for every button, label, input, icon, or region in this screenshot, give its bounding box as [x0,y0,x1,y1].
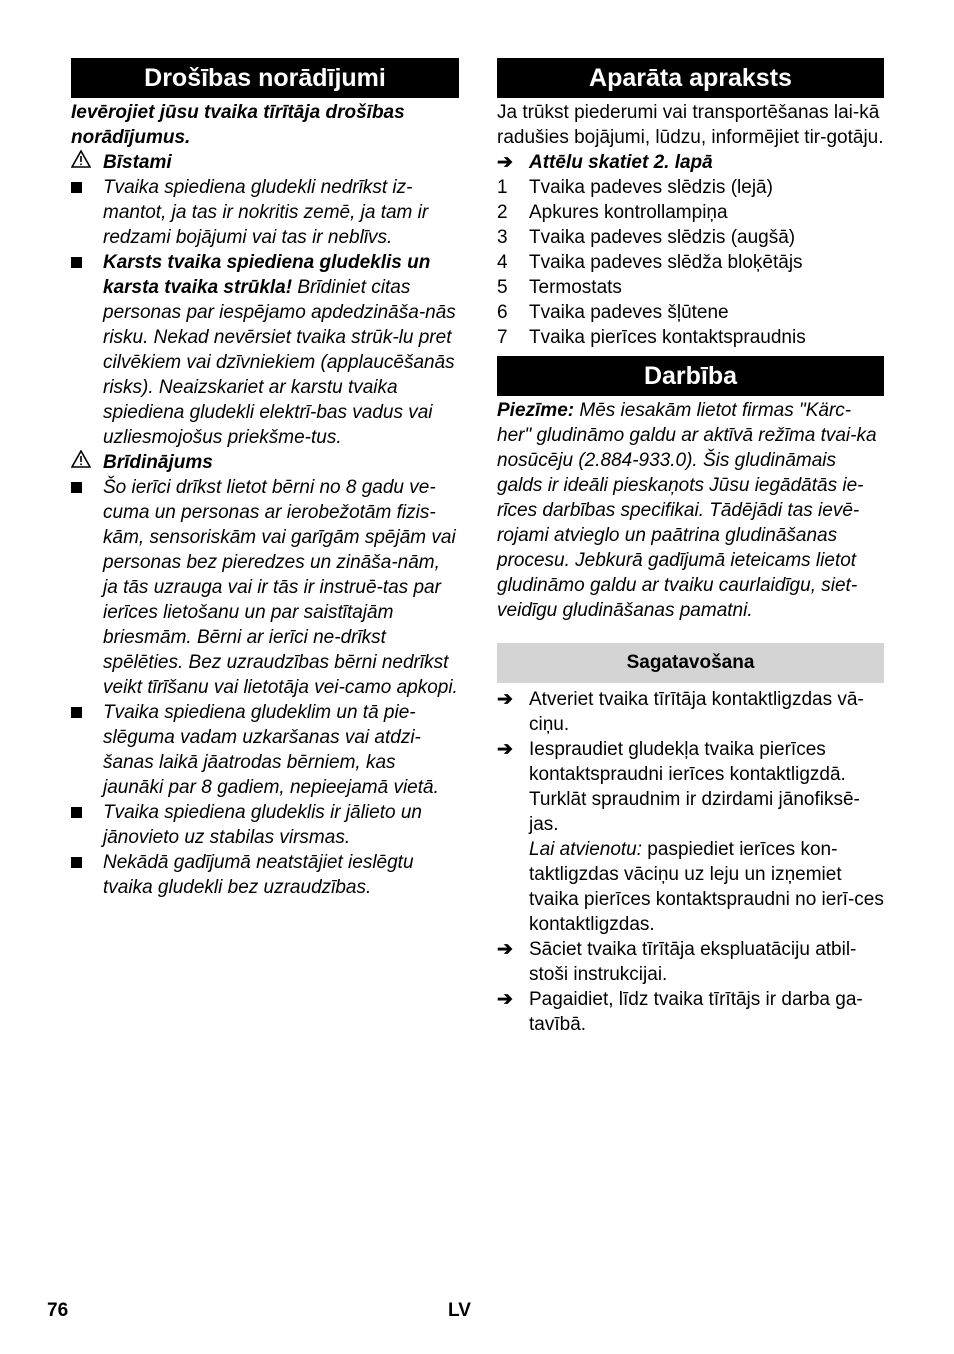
preparation-subheading: Sagatavošana [497,643,884,683]
part-number: 4 [497,252,508,273]
list-item [71,250,459,450]
right-arrow-icon: ➔ [497,689,513,710]
part-list-item [497,200,884,225]
list-item [71,800,459,850]
note-text: Mēs iesakām lietot firmas "Kärc-her" gludināmo galdu ar aktīvā režīma tvai-ka nosūcēju (2.884-933.0). Šis gludināmais galds ir ideāli pieskaņots Jūsu iegādātās ie-rīces darbības specifikai. Tādējādi tas ievē-rojami atvieglo un paātrina gludināšanas procesu. Jebkurā gadījumā ieteicams lietot gludināmo galdu ar tvaiku caurlaidīgu, siet-veidīgu gludināšanas pamatni. [497,400,877,621]
right-arrow-icon: ➔ [497,152,513,173]
step-text: Atveriet tvaika tīrītāja kontaktligzdas vā-ciņu. [529,689,864,735]
step-item [497,937,884,987]
step-item [497,687,884,737]
step-rest: paspiediet ierīces kon-taktligzdas vāciņu uz leju un izņemiet tvaika pierīces kontaktspraudni no ierī-ces kontaktligzdas. [529,839,884,935]
warning-label-row [71,450,459,475]
description-heading: Aparāta apraksts [497,58,884,98]
part-number: 6 [497,302,508,323]
square-bullet-icon [71,482,82,493]
see-figure-row [497,150,884,175]
list-item [71,175,459,250]
warning-item-text: Nekādā gadījumā neatstājiet ieslēgtu tvaika gludekli bez uzraudzības. [103,852,414,898]
note-label: Piezīme: [497,400,575,421]
part-label: Tvaika padeves slēdzis (lejā) [529,177,773,198]
part-list-item [497,325,884,350]
part-number: 7 [497,327,508,348]
page-number: 76 [47,1300,69,1321]
square-bullet-icon [71,707,82,718]
right-arrow-icon: ➔ [497,939,513,960]
part-label: Termostats [529,277,622,298]
square-bullet-icon [71,807,82,818]
step-text: Pagaidiet, līdz tvaika tīrītājs ir darba ga-tavībā. [529,989,863,1035]
right-column [497,58,884,1037]
square-bullet-icon [71,182,82,193]
part-list-item [497,175,884,200]
part-label: Tvaika padeves slēdža bloķētājs [529,252,803,273]
warning-item-text: Šo ierīci drīkst lietot bērni no 8 gadu ve-cuma un personas ar ierobežotām fizis-kām, sensoriskām vai garīgām spējām vai personas bez pieredzes un zināša-nām, ja tās uzrauga vai ir tās ir instruē-tas par ierīces lietošanu un par saistītajām briesmām. Bērni ar ierīci ne-drīkst spēlēties. Bez uzraudzības bērni nedrīkst veikt tīrīšanu vai lietotāja vei-camo apkopi. [103,477,458,698]
part-label: Tvaika pierīces kontaktspraudnis [529,327,806,348]
danger-item-text [103,250,459,450]
language-code: LV [448,1300,471,1321]
part-list-item [497,300,884,325]
danger-item-text: Tvaika spiediena gludekli nedrīkst iz-mantot, ja tas ir nokritis zemē, ja tam ir redzami bojājumi vai tas ir neblīvs. [103,177,429,248]
safety-heading: Drošības norādījumi [71,58,459,98]
step-text [529,737,884,937]
list-item [71,475,459,700]
danger-item-bold: Karsts tvaika spiediena gludeklis un karsta tvaika strūkla! [103,252,431,298]
danger-label: Bīstami [103,152,172,173]
right-arrow-icon: ➔ [497,989,513,1010]
part-number: 5 [497,277,508,298]
operation-heading: Darbība [497,356,884,396]
warning-triangle-icon [71,450,103,475]
safety-intro: Ievērojiet jūsu tvaika tīrītāja drošības norādījumus. [71,102,405,148]
warning-item-text: Tvaika spiediena gludeklis ir jālieto un jānovieto uz stabilas virsmas. [103,802,422,848]
part-label: Tvaika padeves šļūtene [529,302,729,323]
see-figure-text: Attēlu skatiet 2. lapā [529,152,713,173]
part-number: 2 [497,202,508,223]
square-bullet-icon [71,257,82,268]
part-list-item [497,275,884,300]
danger-item-rest: Brīdiniet citas personas par iespējamo apdedzināša-nās risku. Nekad nevērsiet tvaika strūk-lu pret cilvēkiem vai dzīvniekiem (applaucēšanās risks). Neaizskariet ar karstu tvaika spiediena gludekli elektrī-bas vadus vai uzliesmojošus priekšme-tus. [103,277,456,448]
part-label: Tvaika padeves slēdzis (augšā) [529,227,796,248]
warning-label: Brīdinājums [103,452,213,473]
list-item [71,850,459,900]
left-column [71,58,459,900]
part-number: 1 [497,177,508,198]
part-label: Apkures kontrollampiņa [529,202,728,223]
square-bullet-icon [71,857,82,868]
danger-label-row [71,150,459,175]
step-item [497,737,884,937]
warning-triangle-icon [71,150,103,175]
description-intro: Ja trūkst piederumi vai transportēšanas lai-kā radušies bojājumi, lūdzu, informējiet tir-gotāju. [497,102,884,148]
part-list-item [497,225,884,250]
step-italic: Lai atvienotu: [529,839,643,860]
part-list-item [497,250,884,275]
step-main: Iespraudiet gludekļa tvaika pierīces kontaktspraudni ierīces kontaktligzdā. Turklāt spraudnim ir dzirdami jānofiksē-jas. [529,739,860,835]
part-number: 3 [497,227,508,248]
warning-item-text: Tvaika spiediena gludeklim un tā pie-slēguma vadam uzkaršanas vai atdzi-šanas laikā jāatrodas bērniem, kas jaunāki par 8 gadiem, nepieejamā vietā. [103,702,439,798]
step-text: Sāciet tvaika tīrītāja ekspluatāciju atbil-stoši instrukcijai. [529,939,857,985]
list-item [71,700,459,800]
note-paragraph [497,398,884,623]
right-arrow-icon: ➔ [497,739,513,760]
step-item [497,987,884,1037]
